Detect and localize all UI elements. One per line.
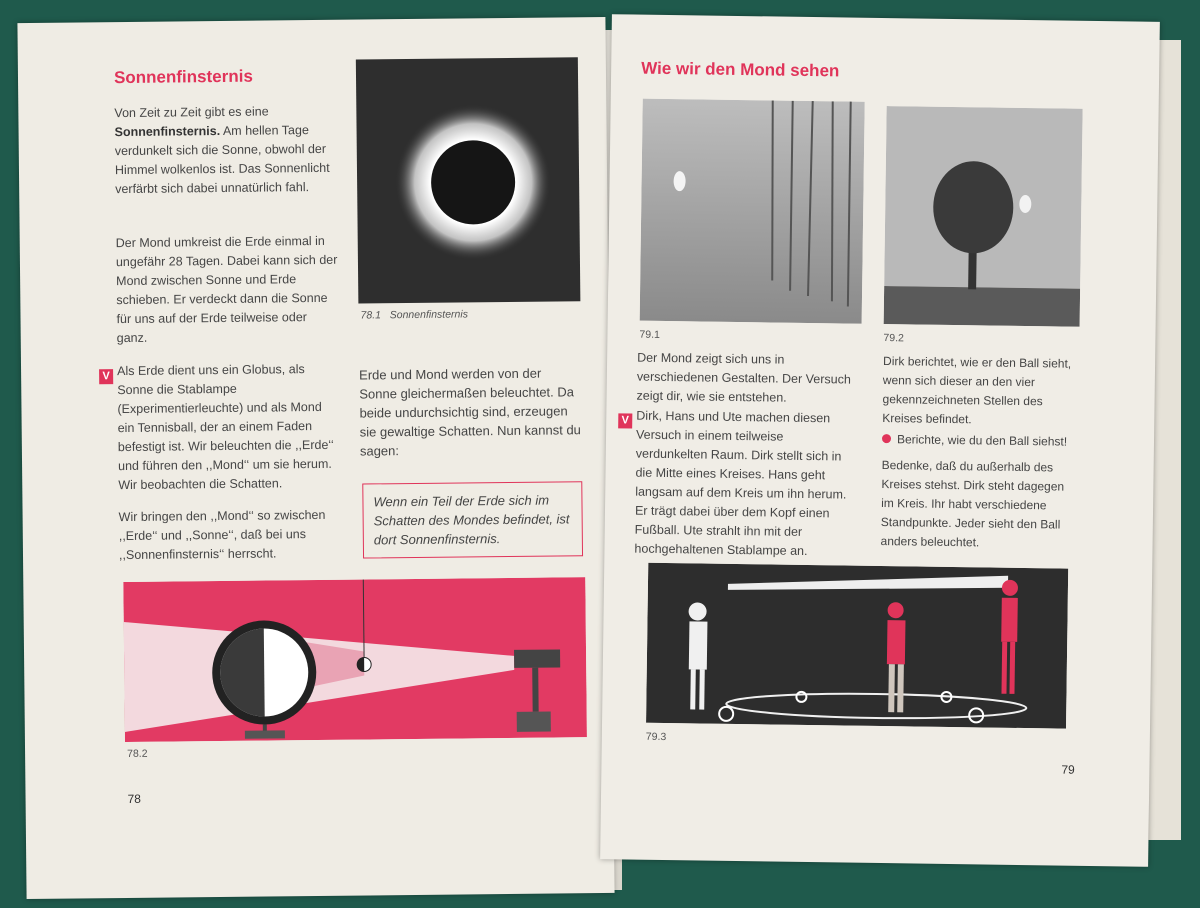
caption-79-3: 79.3 [645,730,667,744]
right-page [600,14,1160,867]
viewpoint-paragraph: Bedenke, daß du außerhalb des Kreises stehst. Dirk steht dagegen im Kreis. Ihr habt verschiedene Standpunkte. Jeder sieht den Ball anders beleuchtet. [880,458,1065,550]
moon-phases-paragraph: Der Mond zeigt sich uns in verschiedenen Gestalten. Der Versuch zeigt dir, wie sie entstehen. [636,350,851,405]
eclipse-image [356,57,581,303]
caption-78-1-text: Sonnenfinsternis [389,308,468,322]
eclipse-illustration [123,577,587,742]
intro-text-end: Am hellen Tage verdunkelt sich die Sonne, obwohl der Himmel wolkenlos ist. Das Sonnenlicht verfärbt sich dabei unnatürlich fahl. [114,123,330,197]
dirk-experiment-paragraph: Dirk, Hans und Ute machen diesen Versuch in einem teilweise verdunkelten Raum. Dirk stellt sich in die Mitte eines Kreises. Hans geht langsam auf dem Kreis um ihn herum. Er trägt dabei über dem Kopf einen Fußball. Ute strahlt ihn mit der hochgehaltenen Stablampe an. [634,408,847,558]
left-page [17,17,614,899]
caption-78-2: 78.2 [127,747,148,760]
shadow-paragraph: Erde und Mond werden von der Sonne gleichermaßen beleuchtet. Da beide undurchsichtig sind, erzeugen sie gewaltige Schatten. Nun kannst du sagen: [359,365,581,459]
dirk-report-paragraph: Dirk berichtet, wie er den Ball sieht, wenn sich dieser an den vier gekennzeichneten Stellen des Kreises befindet. [882,354,1072,427]
right-heading: Wie wir den Mond sehen [641,58,840,81]
intro-paragraph [114,102,337,199]
globe-lamp-diagram [123,577,587,742]
children-experiment-image [646,563,1068,729]
experiment-paragraph-2: Wir bringen den ,,Mond‘‘ so zwischen ,,Erde‘‘ und ,,Sonne‘‘, daß bei uns ,,Sonnenfinsternis‘‘ herrscht. [118,507,326,563]
experiment-marker: V [99,366,113,384]
intro-text-start: Von Zeit zu Zeit gibt es eine [114,104,269,121]
intro-bold-term: Sonnenfinsternis. [114,123,221,140]
definition-box: Wenn ein Teil der Erde sich im Schatten des Mondes befindet, ist dort Sonnenfinsternis. [362,481,583,558]
tree-image [884,106,1083,327]
caption-79-2: 79.2 [883,332,904,345]
left-heading: Sonnenfinsternis [113,66,253,88]
eclipse-photo [356,57,581,303]
moon-orbit-paragraph: Der Mond umkreist die Erde einmal in ungefähr 28 Tagen. Dabei kann sich der Mond zwischen Sonne und Erde schieben. Er verdeckt dann die Sonne für uns auf der Erde teilweise oder ganz. [115,233,338,346]
caption-78-1-number: 78.1 [360,309,382,322]
fog-trees-image [640,99,865,324]
experiment-marker-right: V [618,410,632,428]
fog-moon-photo [640,99,865,324]
caption-79-1: 79.1 [639,328,660,341]
tree-moon-photo [884,106,1083,327]
left-page-number: 78 [127,791,141,806]
experiment-paragraph: Als Erde dient uns ein Globus, als Sonne die Stablampe (Experimentierleuchte) und als Mond ein Tennisball, der an einem Faden befestigt ist. Wir beleuchten die ,,Erde‘‘ und führen den ,,Mond‘‘ um sie herum. Wir beobachten die Schatten. [117,362,334,493]
task-line [882,430,1082,452]
right-page-number: 79 [1061,762,1075,777]
task-text: Berichte, wie du den Ball siehst! [896,432,1068,449]
caption-78-1 [360,308,468,321]
task-bullet-icon [882,434,891,443]
moon-experiment-illustration [646,563,1068,729]
